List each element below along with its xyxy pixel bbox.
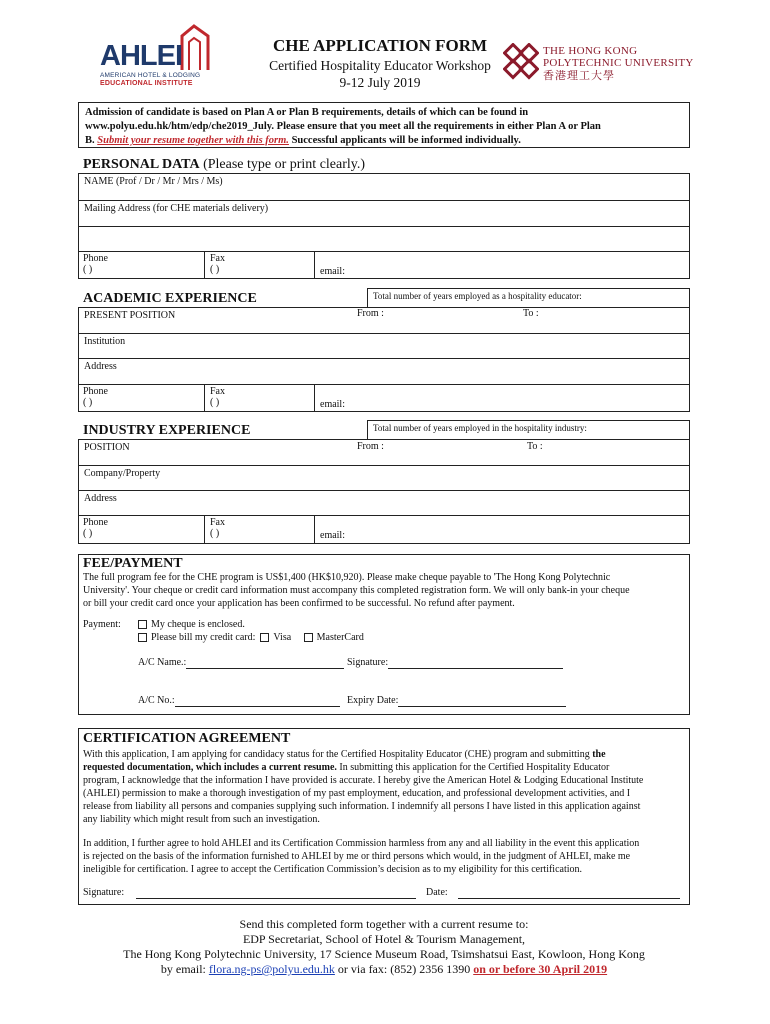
fee-heading: FEE/PAYMENT (83, 556, 183, 571)
ahlei-subline: AMERICAN HOTEL & LODGING (100, 72, 201, 79)
academic-to-field[interactable]: To : (523, 308, 539, 319)
cheque-option[interactable]: My cheque is enclosed. (138, 618, 245, 631)
personal-data-heading: PERSONAL DATA (Please type or print clearly.) (83, 157, 366, 172)
industry-address-field[interactable]: Address (78, 490, 690, 516)
industry-years-field[interactable]: Total number of years employed in the hospitality industry: (367, 420, 690, 440)
academic-contact-row (78, 384, 690, 412)
academic-position-field[interactable]: PRESENT POSITION (78, 307, 690, 334)
mailing-address-line2-field[interactable] (78, 226, 690, 252)
industry-position-field[interactable]: POSITION (78, 439, 690, 466)
academic-phone-field[interactable]: Phone ( ) (83, 386, 108, 408)
academic-years-field[interactable]: Total number of years employed as a hospitality educator: (367, 288, 690, 308)
personal-email-field[interactable]: email: (320, 266, 345, 277)
admission-notice: Admission of candidate is based on Plan A or Plan B requirements, details of which can be found in www.polyu.edu.hk/htm/edp/che2019_July. Please ensure that you meet all the requirements in either Plan A or Plan B. Submit your resume together with this form. Successful applicants will be informed individually. (78, 102, 690, 148)
industry-phone-field[interactable]: Phone ( ) (83, 517, 108, 539)
form-subtitle (230, 57, 530, 91)
mailing-address-field[interactable]: Mailing Address (for CHE materials delivery) (78, 200, 690, 227)
industry-contact-row (78, 515, 690, 544)
industry-email-field[interactable]: email: (320, 530, 345, 541)
academic-address-field[interactable]: Address (78, 358, 690, 385)
cheque-checkbox[interactable] (138, 620, 147, 629)
industry-heading: INDUSTRY EXPERIENCE (83, 423, 251, 438)
deadline-text: on or before 30 April 2019 (473, 962, 608, 976)
ahlei-building-icon (180, 24, 210, 72)
payment-label: Payment: (83, 619, 121, 630)
academic-email-field[interactable]: email: (320, 399, 345, 410)
certification-paragraph-2: In addition, I further agree to hold AHLEI and its Certification Commission harmless from any and all liability in the event this application is rejected on the basis of the information furnished to AHLEI by me or third persons which would, in the judgment of AHLEI, make me ineligible for certification. I agree to accept the Certification Commission’s decision as to my eligibility for this certification. (83, 838, 640, 875)
card-signature-field[interactable]: Signature: (347, 656, 563, 669)
cert-date-field[interactable]: Date: (426, 886, 680, 899)
ahlei-subline-red: EDUCATIONAL INSTITUTE (100, 80, 193, 87)
institution-field[interactable]: Institution (78, 333, 690, 359)
fee-description: The full program fee for the CHE program is US$1,400 (HK$10,920). Please make cheque payable to 'The Hong Kong Polytechnic University'. Your cheque or credit card information must accompany this completed registration form. We will only bank-in your cheque or bill your credit card once your application has been confirmed to be successful. No refund after payment. (83, 572, 630, 609)
workshop-dates: 9-12 July 2019 (339, 75, 421, 90)
ahlei-logo (100, 24, 212, 90)
submit-resume-note: Submit your resume together with this form. (97, 135, 289, 146)
ac-no-field[interactable]: A/C No.: (138, 694, 340, 707)
card-checkbox[interactable] (138, 633, 147, 642)
polyu-name-zh: 香港理工大學 (543, 70, 615, 82)
polyu-emblem-icon (503, 43, 539, 81)
polyu-name-en: THE HONG KONG POLYTECHNIC UNIVERSITY (543, 45, 694, 69)
form-title: CHE APPLICATION FORM (272, 36, 488, 55)
academic-from-field[interactable]: From : (357, 308, 384, 319)
certification-heading: CERTIFICATION AGREEMENT (83, 731, 291, 746)
personal-contact-row (78, 251, 690, 279)
expiry-date-field[interactable]: Expiry Date: (347, 694, 566, 707)
workshop-name: Certified Hospitality Educator Workshop (269, 58, 491, 73)
polyu-logo (503, 43, 703, 85)
visa-checkbox[interactable] (260, 633, 269, 642)
industry-fax-field[interactable]: Fax ( ) (210, 517, 225, 539)
personal-fax-field[interactable]: Fax ( ) (210, 253, 225, 275)
mastercard-checkbox[interactable] (304, 633, 313, 642)
ac-name-field[interactable]: A/C Name.: (138, 656, 344, 669)
academic-fax-field[interactable]: Fax ( ) (210, 386, 225, 408)
card-option[interactable]: Please bill my credit card: Visa MasterCard (138, 631, 364, 644)
contact-email-link[interactable]: flora.ng-ps@polyu.edu.hk (208, 962, 335, 976)
certification-paragraph-1: With this application, I am applying for candidacy status for the Certified Hospitality Educator (CHE) program and submitting the requested documentation, which includes a current resume. In submitting this application for the Certified Hospitality Educator program, I acknowledge that the information I have provided is accurate. I hereby give the American Hotel & Lodging Educational Institute (AHLEI) permission to make a thorough investigation of my past employment, education, and professional development activities, and I release from liability all persons and companies supplying such information. I indemnify all persons I have listed in this application against any liability which might result from such an investigation. (83, 749, 644, 825)
industry-from-field[interactable]: From : (357, 441, 384, 452)
personal-phone-field[interactable]: Phone ( ) (83, 253, 108, 275)
submission-instructions: Send this completed form together with a current resume to: EDP Secretariat, School of Hotel & Tourism Management, The Hong Kong Polytechnic University, 17 Science Museum Road, Tsimshatsui East, Kowloon, Hong Kong by email: flora.ng-ps@polyu.edu.hk or via fax: (852) 2356 1390 on or before 30 April 2019 (123, 917, 645, 976)
cert-signature-field[interactable]: Signature: (83, 886, 416, 899)
ahlei-wordmark: AHLEI (100, 40, 182, 72)
academic-heading: ACADEMIC EXPERIENCE (83, 291, 257, 306)
industry-to-field[interactable]: To : (527, 441, 543, 452)
company-field[interactable]: Company/Property (78, 465, 690, 491)
name-field[interactable]: NAME (Prof / Dr / Mr / Mrs / Ms) (78, 173, 690, 201)
